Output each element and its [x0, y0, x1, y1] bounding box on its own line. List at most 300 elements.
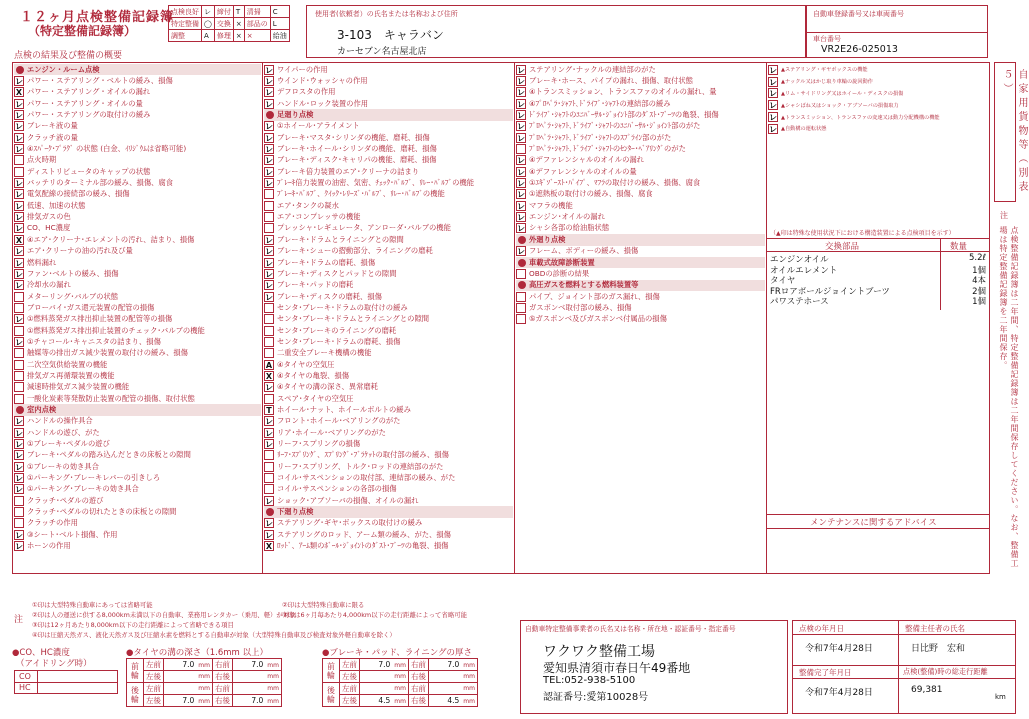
legend-symbol: ◯	[202, 18, 215, 30]
result-checkbox[interactable]: レ	[265, 77, 273, 87]
tread-table	[126, 658, 282, 707]
result-checkbox[interactable]: X	[15, 235, 23, 245]
result-checkbox[interactable]: レ	[517, 133, 525, 143]
result-checkbox[interactable]: レ	[517, 111, 525, 121]
result-checkbox[interactable]	[264, 450, 274, 460]
checklist-item-label: リーフ･スプリングの損傷	[277, 439, 361, 449]
workshop-box	[520, 620, 788, 714]
col4-note: （▲印は特殊な使用状況下における構造装置による点検項目を示す）	[770, 230, 955, 237]
result-checkbox[interactable]	[264, 473, 274, 483]
legend-label: 調整	[169, 30, 202, 42]
result-checkbox[interactable]: レ	[517, 122, 525, 132]
position-label: 右前	[213, 659, 233, 671]
result-checkbox[interactable]	[14, 348, 24, 358]
checklist-item-label: ﾄﾞﾗｲﾌﾞ･ｼｬﾌﾄのﾕﾆﾊﾞｰｻﾙ･ｼﾞｮｲﾝﾄ部のﾀﾞｽﾄ･ﾌﾞｰﾂの亀裂、損傷	[529, 110, 719, 120]
result-checkbox[interactable]: レ	[265, 440, 273, 450]
parts-row	[770, 285, 990, 296]
parts-header-qty: 数量	[950, 242, 968, 252]
position-label: 左後	[144, 695, 164, 707]
result-checkbox[interactable]	[14, 394, 24, 404]
result-checkbox[interactable]	[264, 348, 274, 358]
checklist-row	[264, 438, 513, 449]
measurement-cell[interactable]	[360, 695, 409, 707]
result-checkbox[interactable]: レ	[15, 269, 23, 279]
measurement-cell[interactable]	[360, 671, 409, 683]
measurement-value: 4.5	[447, 696, 460, 705]
legend-label: 締付	[214, 6, 233, 18]
checklist-item-label: ④デファレンシャルのオイルの量	[529, 166, 637, 176]
result-checkbox[interactable]	[516, 269, 526, 279]
checklist-row	[14, 461, 261, 472]
result-checkbox[interactable]: レ	[265, 235, 273, 245]
checklist-row	[516, 211, 765, 222]
checklist-item-label: ディストリビュータのキャップの状態	[27, 166, 151, 176]
result-checkbox[interactable]: レ	[15, 224, 23, 234]
checklist-row	[14, 382, 261, 393]
checklist-row	[14, 472, 261, 483]
legend-symbol: レ	[202, 6, 215, 18]
checklist-row	[264, 121, 513, 132]
result-checkbox[interactable]	[264, 394, 274, 404]
checklist-item-label: ①ｴｷﾞｿﾞｰｽﾄ･ﾊﾟｲﾌﾟ、ﾏﾌﾗの取付けの緩み、損傷、腐食	[529, 178, 701, 188]
checklist-row	[14, 98, 261, 109]
checklist-item-label: フレーム、ボディーの緩み、損傷	[529, 246, 639, 256]
checklist-row	[264, 461, 513, 472]
part-name: FRロアボールジョイントブーツ	[770, 286, 890, 297]
checklist-item-label: ①パーキング･ブレーキレバーの引きしろ	[27, 473, 161, 483]
result-checkbox[interactable]: レ	[517, 77, 525, 87]
result-checkbox[interactable]	[264, 303, 274, 313]
result-checkbox[interactable]	[516, 314, 526, 324]
checklist-row	[264, 223, 513, 234]
parts-header-name: 交換部品	[825, 242, 860, 252]
position-label: 右後	[213, 671, 233, 683]
checklist-item-label: 高圧ガスを燃料とする燃料装置等	[529, 280, 639, 290]
checklist-item-label: マフラの機能	[529, 200, 573, 210]
odometer-value: 69,381	[911, 685, 943, 695]
result-checkbox[interactable]: レ	[517, 201, 525, 211]
checklist-row	[14, 495, 261, 506]
result-checkbox[interactable]: レ	[265, 179, 273, 189]
result-checkbox[interactable]: レ	[265, 292, 273, 302]
result-checkbox[interactable]: レ	[15, 337, 23, 347]
result-checkbox[interactable]	[14, 371, 24, 381]
measurement-value: 7.0	[378, 660, 391, 669]
unit-label: mm	[394, 662, 406, 669]
checklist-row	[14, 359, 261, 370]
measurement-cell[interactable]	[164, 683, 213, 695]
checklist-item-label: ブレーキ･ホイール･シリンダの機能、磨耗、損傷	[277, 144, 437, 154]
result-checkbox[interactable]: レ	[15, 281, 23, 291]
result-checkbox[interactable]: レ	[15, 258, 23, 268]
checklist-item-label: パイプ、ジョイント部のガス漏れ、損傷	[529, 291, 660, 301]
measurement-value: 7.0	[251, 660, 264, 669]
result-checkbox[interactable]: レ	[517, 88, 525, 98]
checklist-item-label: ▲ステアリング・ギヤボックスの機能	[781, 67, 868, 74]
result-checkbox[interactable]: レ	[265, 428, 273, 438]
result-checkbox[interactable]: レ	[15, 428, 23, 438]
measurement-cell[interactable]	[233, 683, 282, 695]
co-hc-table	[14, 670, 118, 694]
checklist-row	[264, 200, 513, 211]
checklist-row	[516, 143, 765, 154]
result-checkbox[interactable]	[14, 507, 24, 517]
checklist-item-label: デフロスタの作用	[277, 87, 336, 97]
legend-label: 点検良好	[169, 6, 202, 18]
result-checkbox[interactable]	[516, 292, 526, 302]
checklist-row	[264, 132, 513, 143]
checklist-item-label: ホーンの作用	[27, 541, 71, 551]
result-checkbox[interactable]: レ	[265, 530, 273, 540]
rear-wheel-label: 後輪	[323, 683, 340, 707]
checklist-row	[516, 189, 765, 200]
checklist-item-label: ハンドルの遊び、がた	[27, 427, 100, 437]
result-checkbox[interactable]: X	[15, 88, 23, 98]
result-checkbox[interactable]	[14, 167, 24, 177]
result-checkbox[interactable]	[264, 189, 274, 199]
workshop-name: ワクワク整備工場	[543, 644, 655, 660]
legend-symbol: ×	[233, 30, 244, 42]
result-checkbox[interactable]: レ	[265, 65, 273, 75]
checklist-item-label: 減速時排気ガス減少装置の機能	[27, 382, 130, 392]
result-checkbox[interactable]: レ	[769, 124, 777, 134]
checklist-col-4	[768, 64, 988, 135]
result-checkbox[interactable]: A	[265, 360, 273, 370]
measurement-value: 7.0	[182, 660, 195, 669]
result-checkbox[interactable]: レ	[265, 258, 273, 268]
result-checkbox[interactable]: レ	[15, 247, 23, 257]
measurement-cell[interactable]	[233, 695, 282, 707]
checklist-row	[264, 143, 513, 154]
checklist-row	[516, 223, 765, 234]
owner-address: カーセブン名古屋北店	[337, 47, 427, 57]
section-header	[516, 280, 765, 291]
workshop-tel: TEL:052-938-5100	[543, 675, 636, 686]
result-checkbox[interactable]	[14, 303, 24, 313]
measurement-cell[interactable]	[360, 659, 409, 671]
checklist-item-label: 排気ガス再循環装置の機能	[27, 370, 115, 380]
result-checkbox[interactable]: レ	[15, 111, 23, 121]
result-checkbox[interactable]	[14, 360, 24, 370]
checklist-item-label: ⑤ガスボンベ及びガスボンベ付属品の損傷	[529, 314, 667, 324]
checklist-col-3	[516, 64, 765, 325]
checklist-row	[264, 359, 513, 370]
checklist-row	[14, 518, 261, 529]
checklist-item-label: ホイール･ナット、ホイールボルトの緩み	[277, 404, 411, 414]
checklist-item-label: パワー・ステアリング・ベルトの緩み、損傷	[27, 76, 173, 86]
checklist-row	[14, 200, 261, 211]
result-checkbox[interactable]: レ	[517, 224, 525, 234]
result-checkbox[interactable]: X	[265, 542, 273, 552]
result-checkbox[interactable]: レ	[265, 156, 273, 166]
result-checkbox[interactable]	[14, 518, 24, 528]
checklist-row	[14, 416, 261, 427]
legend-symbol: C	[270, 6, 289, 18]
result-checkbox[interactable]: レ	[15, 451, 23, 461]
result-checkbox[interactable]	[264, 462, 274, 472]
footnote-line: ②印は大型特殊自動車に限る	[282, 601, 365, 609]
checklist-row	[264, 291, 513, 302]
checklist-item-label: ①燃料蒸発ガス排出抑止装置の配管等の損傷	[27, 314, 173, 324]
checklist-item-label: リア･ホイール･ベアリングのがた	[277, 427, 386, 437]
checklist-item-label: ワイパーの作用	[277, 64, 328, 74]
legend-symbol: L	[270, 18, 289, 30]
checklist-row	[516, 200, 765, 211]
result-checkbox[interactable]: レ	[517, 167, 525, 177]
result-checkbox[interactable]: T	[264, 405, 274, 415]
measurement-cell[interactable]	[429, 659, 478, 671]
checklist-row	[516, 87, 765, 98]
result-checkbox[interactable]: レ	[265, 145, 273, 155]
checklist-row	[14, 234, 261, 245]
checklist-row	[516, 314, 765, 325]
measurement-value: 7.0	[182, 696, 195, 705]
checklist-item-label: ④タイヤの空気圧	[277, 359, 335, 369]
result-checkbox[interactable]	[264, 484, 274, 494]
checklist-item-label: ステアリング･ギヤ･ボックスの取付けの緩み	[277, 518, 423, 528]
checklist-item-label: ③シート･ベルト損傷、作用	[27, 529, 118, 539]
checklist-row	[264, 325, 513, 336]
measurement-cell[interactable]	[429, 683, 478, 695]
checklist-item-label: ブレーキ･ペダルの踏み込んだときの床板との隙間	[27, 450, 191, 460]
checklist-row	[14, 540, 261, 551]
registration-label: 自動車登録番号又は車両番号	[813, 10, 904, 18]
legend-label: ×	[244, 30, 270, 42]
position-label: 左前	[144, 683, 164, 695]
measurement-cell[interactable]	[164, 659, 213, 671]
result-checkbox[interactable]: レ	[265, 167, 273, 177]
checklist-row	[14, 484, 261, 495]
legend-label: 特定整備	[169, 18, 202, 30]
checklist-row	[516, 166, 765, 177]
result-checkbox[interactable]: レ	[265, 417, 273, 427]
vehicle-type-box	[994, 62, 1027, 202]
part-name: エンジンオイル	[770, 255, 829, 265]
result-checkbox[interactable]	[516, 303, 526, 313]
checklist-item-label: ブローバイ･ガス還元装置の配管の損傷	[27, 302, 155, 312]
result-checkbox[interactable]	[14, 326, 24, 336]
checklist-item-label: コイル･サスペンションの取付部、連結部の緩み、がた	[277, 473, 456, 483]
part-quantity: 1個	[972, 297, 986, 307]
result-checkbox[interactable]: レ	[15, 474, 23, 484]
checklist-row	[14, 280, 261, 291]
checklist-item-label: 冷却水の漏れ	[27, 280, 71, 290]
hc-label: HC	[19, 683, 31, 692]
checklist-row	[14, 438, 261, 449]
unit-label: mm	[463, 673, 475, 680]
result-checkbox[interactable]: レ	[15, 99, 23, 109]
checklist-row	[264, 484, 513, 495]
parts-row	[770, 295, 990, 306]
unit-label: mm	[198, 662, 210, 669]
checklist-row	[14, 370, 261, 381]
result-checkbox[interactable]: レ	[15, 122, 23, 132]
result-checkbox[interactable]	[264, 337, 274, 347]
checklist-item-label: 車載式故障診断装置	[529, 257, 595, 267]
checklist-item-label: ブレーキ･パッドの磨耗	[277, 280, 354, 290]
checklist-item-label: ブレーキ･ホース、パイプの漏れ、損傷、取付状態	[529, 76, 693, 86]
result-checkbox[interactable]: レ	[15, 133, 23, 143]
checklist-item-label: ④ｽﾊﾟｰｸ･ﾌﾟﾗｸﾞ の状態 (白金、ｲﾘｼﾞｳﾑは省略可能)	[27, 144, 187, 154]
checklist-row	[264, 529, 513, 540]
result-checkbox[interactable]	[264, 212, 274, 222]
result-checkbox[interactable]: レ	[769, 113, 777, 123]
result-checkbox[interactable]: レ	[517, 65, 525, 75]
checklist-item-label: ブレーキ･シューの摺動部分、ライニングの磨耗	[277, 246, 433, 256]
checklist-row	[264, 268, 513, 279]
checklist-item-label: パワー・ステアリング・オイルの漏れ	[27, 87, 151, 97]
unit-label: mm	[198, 685, 210, 692]
result-checkbox[interactable]: レ	[769, 89, 777, 99]
measurement-cell[interactable]	[164, 671, 213, 683]
position-label: 右前	[409, 659, 429, 671]
section-header	[264, 506, 513, 517]
checklist-row	[14, 427, 261, 438]
measurement-cell[interactable]	[164, 695, 213, 707]
result-checkbox[interactable]: レ	[15, 440, 23, 450]
registration-box	[806, 5, 988, 58]
footnote-line: ③印は12ヶ月あたり8,000km以下の走行距離によって省略できる項目	[32, 621, 234, 629]
part-name: パワステホース	[770, 297, 829, 307]
checklist-row	[14, 291, 261, 302]
unit-label: mm	[267, 662, 279, 669]
section-header	[14, 404, 261, 415]
checklist-item-label: ①燃料蒸発ガス排出抑止装置のチェック･バルブの機能	[27, 325, 205, 335]
result-checkbox[interactable]	[264, 326, 274, 336]
side-note-mark: 注	[1000, 211, 1008, 220]
measurement-cell[interactable]	[360, 683, 409, 695]
measurement-cell[interactable]	[429, 695, 478, 707]
unit-label: mm	[394, 673, 406, 680]
result-checkbox[interactable]	[14, 155, 24, 165]
checklist-item-label: ブレーキ液の量	[27, 121, 78, 131]
measurement-cell[interactable]	[233, 659, 282, 671]
checklist-row	[14, 257, 261, 268]
result-checkbox[interactable]: レ	[15, 201, 23, 211]
checklist-row	[516, 155, 765, 166]
result-checkbox[interactable]: レ	[265, 496, 273, 506]
result-checkbox[interactable]: レ	[15, 315, 23, 325]
measurement-cell[interactable]	[233, 671, 282, 683]
result-checkbox[interactable]: レ	[265, 133, 273, 143]
checklist-item-label: クラッチ･ペダルの切れたときの床板との隙間	[27, 507, 177, 517]
result-checkbox[interactable]	[264, 223, 274, 233]
dates-box	[792, 620, 1016, 714]
result-checkbox[interactable]: レ	[265, 122, 273, 132]
checklist-row	[264, 246, 513, 257]
checklist-item-label: ④タイヤの溝の深さ、異常磨耗	[277, 382, 378, 392]
result-checkbox[interactable]: レ	[15, 530, 23, 540]
result-checkbox[interactable]	[264, 314, 274, 324]
result-checkbox[interactable]	[14, 292, 24, 302]
result-checkbox[interactable]: レ	[517, 156, 525, 166]
part-quantity: 4本	[972, 276, 986, 286]
unit-label: mm	[463, 698, 475, 705]
checklist-item-label: 下廻り点検	[277, 507, 314, 517]
result-checkbox[interactable]: レ	[517, 99, 525, 109]
co-label: CO	[19, 672, 31, 681]
result-checkbox[interactable]: レ	[265, 99, 273, 109]
position-label: 右前	[213, 683, 233, 695]
result-checkbox[interactable]: レ	[517, 179, 525, 189]
checklist-item-label: 点火時期	[27, 155, 57, 165]
result-checkbox[interactable]: レ	[15, 462, 23, 472]
result-checkbox[interactable]: レ	[517, 190, 525, 200]
result-checkbox[interactable]: レ	[15, 417, 23, 427]
result-checkbox[interactable]	[264, 201, 274, 211]
checklist-item-label: 二次空気供給装置の機能	[27, 359, 108, 369]
checklist-item-label: 外廻り点検	[529, 234, 566, 244]
result-checkbox[interactable]: レ	[15, 77, 23, 87]
checklist-row	[14, 109, 261, 120]
result-checkbox[interactable]: レ	[15, 485, 23, 495]
checklist-row	[264, 348, 513, 359]
checklist-row	[264, 257, 513, 268]
checklist-row	[14, 450, 261, 461]
section-header	[516, 234, 765, 245]
result-checkbox[interactable]: レ	[517, 213, 525, 223]
footnote-line: ④印は圧縮天然ガス、液化天然ガス及び圧縮水素を燃料とする自動車が対象（大型特殊自動車及び検査対象外軽自動車を除く）	[32, 631, 396, 639]
result-checkbox[interactable]: レ	[15, 542, 23, 552]
result-checkbox[interactable]: レ	[265, 519, 273, 529]
brake-title: ●ブレーキ・パッド、ライニングの厚さ	[322, 648, 473, 658]
parts-row	[770, 253, 990, 264]
checklist-row	[14, 155, 261, 166]
checklist-row	[516, 302, 765, 313]
unit-label: mm	[198, 698, 210, 705]
checklist-item-label: フロント･ホイール･ベアリングのがた	[277, 416, 401, 426]
result-checkbox[interactable]: レ	[15, 145, 23, 155]
checklist-row	[14, 177, 261, 188]
result-checkbox[interactable]: レ	[769, 101, 777, 111]
checklist-row	[14, 314, 261, 325]
checklist-item-label: 触媒等の排出ガス減少装置の取付けの緩み、損傷	[27, 348, 188, 358]
result-checkbox[interactable]: レ	[769, 65, 777, 75]
chassis-label: 車台番号	[813, 35, 841, 43]
result-checkbox[interactable]: X	[265, 371, 273, 381]
result-checkbox[interactable]: レ	[265, 383, 273, 393]
chief-label: 整備主任者の氏名	[905, 624, 965, 633]
checklist-item-label: リーフ･スプリング、トルク･ロッドの連結部のがた	[277, 461, 444, 471]
position-label: 左後	[340, 671, 360, 683]
result-checkbox[interactable]: レ	[15, 190, 23, 200]
result-checkbox[interactable]: レ	[265, 88, 273, 98]
checklist-col-1	[14, 64, 261, 552]
checklist-row	[516, 246, 765, 257]
unit-label: mm	[267, 673, 279, 680]
workshop-address: 愛知県清須市春日午49番地	[543, 661, 691, 675]
result-checkbox[interactable]: レ	[265, 281, 273, 291]
result-checkbox[interactable]	[14, 496, 24, 506]
result-checkbox[interactable]	[516, 144, 526, 154]
checklist-row	[264, 336, 513, 347]
checklist-item-label: ブレーキ･ドラムの磨耗、損傷	[277, 257, 376, 267]
result-checkbox[interactable]: レ	[265, 247, 273, 257]
result-checkbox[interactable]: レ	[517, 247, 525, 257]
checklist-row	[264, 382, 513, 393]
result-checkbox[interactable]: レ	[15, 213, 23, 223]
part-name: オイルエレメント	[770, 265, 838, 276]
result-checkbox[interactable]: レ	[769, 77, 777, 87]
measurement-cell[interactable]	[429, 671, 478, 683]
result-checkbox[interactable]	[14, 382, 24, 392]
co-hc-title: ●CO、HC濃度	[12, 648, 70, 658]
result-checkbox[interactable]: レ	[15, 179, 23, 189]
result-checkbox[interactable]: レ	[265, 269, 273, 279]
checklist-row	[264, 427, 513, 438]
checklist-item-label: エア･タンクの凝水	[277, 200, 339, 210]
complete-date: 令和7年4月28日	[805, 688, 873, 698]
